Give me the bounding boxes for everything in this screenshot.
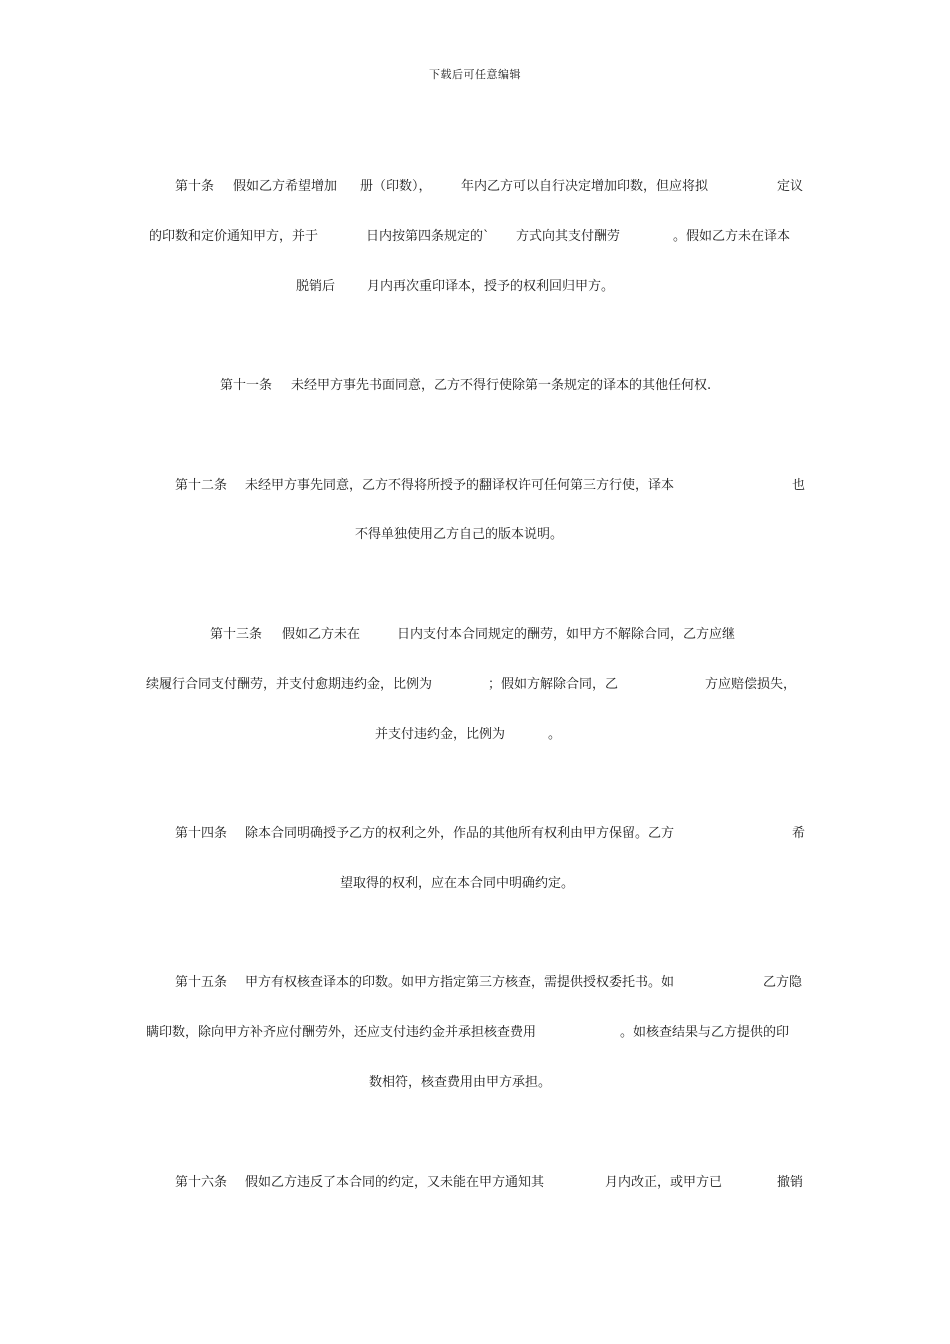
- text-segment: 假如乙方未在: [282, 627, 361, 642]
- text-segment: 撤销: [777, 1175, 804, 1190]
- text-segment: 第十四条: [175, 826, 228, 841]
- text-segment: 也: [792, 478, 806, 493]
- text-segment: 不得单独使用乙方自己的版本说明。: [355, 527, 564, 542]
- text-segment: 未经甲方事先书面同意，乙方不得行使除第一条规定的译本的其他任何权.: [291, 378, 712, 393]
- text-segment: 第十二条: [175, 478, 228, 493]
- text-segment: 未经甲方事先同意，乙方不得将所授予的翻译权许可任何第三方行使，译本: [245, 478, 675, 493]
- text-segment: ；假如方解除合同，乙: [488, 677, 619, 692]
- text-segment: 除本合同明确授予乙方的权利之外，作品的其他所有权利由甲方保留。乙方: [245, 826, 675, 841]
- text-segment: 第十一条: [220, 378, 273, 393]
- text-segment: 。假如乙方未在译本: [673, 229, 791, 244]
- text-segment: 日内按第四条规定的`: [366, 229, 490, 244]
- text-segment: 月内再次重印译本，授予的权利回归甲方。: [367, 279, 615, 294]
- text-segment: 的印数和定价通知甲方，并于: [149, 229, 319, 244]
- text-segment: 。: [548, 727, 562, 742]
- text-segment: 假如乙方违反了本合同的约定，又未能在甲方通知其: [245, 1175, 545, 1190]
- text-segment: 脱销后: [296, 279, 336, 294]
- text-segment: 续履行合同支付酬劳，并支付愈期违约金，比例为: [146, 677, 433, 692]
- text-segment: 年内乙方可以自行决定增加印数，但应将拟: [461, 179, 709, 194]
- text-segment: 望取得的权利，应在本合同中明确约定。: [340, 876, 575, 891]
- text-segment: 甲方有权核查译本的印数。如甲方指定第三方核查，需提供授权委托书。如: [245, 975, 675, 990]
- text-segment: 册（印数），: [360, 179, 432, 194]
- text-segment: 乙方隐: [763, 975, 803, 990]
- text-segment: 并支付违约金，比例为: [375, 727, 506, 742]
- text-segment: 。如核查结果与乙方提供的印: [620, 1025, 790, 1040]
- text-segment: 第十五条: [175, 975, 228, 990]
- text-segment: 第十条: [175, 179, 215, 194]
- text-segment: 假如乙方希望增加: [233, 179, 338, 194]
- text-segment: 第十六条: [175, 1175, 228, 1190]
- text-segment: 数相符，核查费用由甲方承担。: [369, 1075, 552, 1090]
- text-segment: 瞒印数，除向甲方补齐应付酬劳外，还应支付违约金并承担核查费用: [146, 1025, 537, 1040]
- text-segment: 方应赔偿损失，: [705, 677, 797, 692]
- text-segment: 月内改正，或甲方已: [605, 1175, 723, 1190]
- page-header: 下载后可任意编辑: [429, 68, 521, 81]
- text-segment: 定议: [777, 179, 804, 194]
- text-segment: 希: [792, 826, 806, 841]
- text-segment: 第十三条: [210, 627, 263, 642]
- text-segment: 日内支付本合同规定的酬劳，如甲方不解除合同，乙方应继: [397, 627, 736, 642]
- text-segment: 方式向其支付酬劳: [516, 229, 621, 244]
